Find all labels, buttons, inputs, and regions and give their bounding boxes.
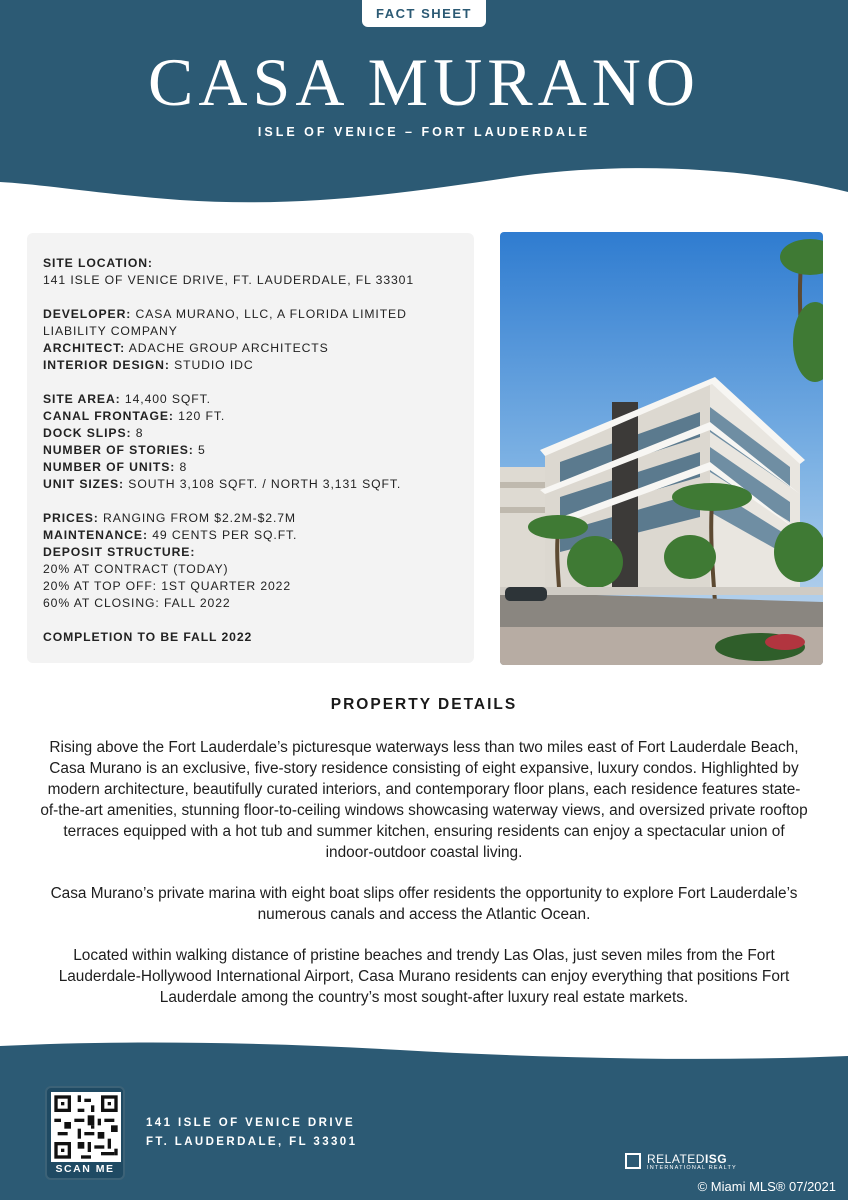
architect-label: ARCHITECT: (43, 341, 126, 355)
deposit-line-1: 20% AT CONTRACT (TODAY) (43, 562, 229, 576)
prices-value: RANGING FROM $2.2M-$2.7M (103, 511, 296, 525)
dock-value: 8 (135, 426, 144, 440)
property-details-body (40, 737, 808, 1028)
footer-address (146, 1114, 357, 1152)
site-area-label: SITE AREA: (43, 392, 121, 406)
building-rendering (500, 232, 823, 665)
related-logo-mark-icon (625, 1153, 641, 1169)
scan-me-label: SCAN ME (55, 1163, 115, 1175)
units-value: 8 (179, 460, 188, 474)
canal-value: 120 FT. (178, 409, 226, 423)
deposit-line-3: 60% AT CLOSING: FALL 2022 (43, 596, 231, 610)
footer-address-line-2: FT. LAUDERDALE, FL 33301 (146, 1136, 358, 1148)
property-details-title: PROPERTY DETAILS (330, 696, 518, 713)
site-location-label: SITE LOCATION: (43, 256, 153, 270)
qr-code-box[interactable] (45, 1086, 125, 1180)
unit-sizes-label: UNIT SIZES: (43, 477, 124, 491)
footer-band (0, 1040, 848, 1200)
dock-label: DOCK SLIPS: (43, 426, 132, 440)
interior-label: INTERIOR DESIGN: (43, 358, 170, 372)
prices-label: PRICES: (43, 511, 99, 525)
developer-label: DEVELOPER: (43, 307, 132, 321)
details-paragraph-2: Casa Murano’s private marina with eight boat slips offer residents the opportunity to explore Fort Lauderdale’s numerous canals and access the Atlantic Ocean. (50, 885, 798, 923)
site-area-value: 14,400 SQFT. (124, 392, 211, 406)
brand-title: CASA MURANO (148, 44, 700, 120)
details-paragraph-1: Rising above the Fort Lauderdale’s picturesque waterways less than two miles east of Fort Lauderdale Beach, Casa Murano is an exclusive, five-story residence consisting of eight expansive, luxury condos. Highlighted by modern architecture, beautifully curated interiors, and contemporary floor plans, each residence features state-of-the-art amenities, stunning floor-to-ceiling windows showcasing waterway views, and oversized private rooftop terraces equipped with a hot tub and summer kitchen, ensuring residents can enjoy a spectacular union of indoor-outdoor coastal living. (40, 739, 808, 861)
developer-value: CASA MURANO, LLC, A FLORIDA LIMITED LIABILITY COMPANY (43, 307, 407, 338)
fact-card (27, 233, 474, 663)
fact-sheet-tab: FACT SHEET (362, 0, 486, 27)
related-logo-name: RELATEDISG (647, 1152, 728, 1166)
site-location-value: 141 ISLE OF VENICE DRIVE, FT. LAUDERDALE, FL 33301 (43, 273, 415, 287)
deposit-label: DEPOSIT STRUCTURE: (43, 545, 196, 559)
qr-pattern-icon (51, 1092, 121, 1162)
stories-label: NUMBER OF STORIES: (43, 443, 194, 457)
brand-subtitle: ISLE OF VENICE – FORT LAUDERDALE (257, 125, 591, 139)
unit-sizes-value: SOUTH 3,108 SQFT. / NORTH 3,131 SQFT. (128, 477, 402, 491)
maintenance-label: MAINTENANCE: (43, 528, 148, 542)
canal-label: CANAL FRONTAGE: (43, 409, 174, 423)
footer-wave (0, 1040, 848, 1200)
related-logo-tagline: INTERNATIONAL REALTY (647, 1165, 737, 1171)
mls-watermark: © Miami MLS® 07/2021 (697, 1179, 836, 1194)
details-paragraph-3: Located within walking distance of pristine beaches and trendy Las Olas, just seven miles from the Fort Lauderdale-Hollywood International Airport, Casa Murano residents can enjoy everything that positions Fort Lauderdale among the country’s most sought-after luxury real estate markets. (58, 947, 790, 1006)
interior-value: STUDIO IDC (174, 358, 254, 372)
deposit-line-2: 20% AT TOP OFF: 1ST QUARTER 2022 (43, 579, 292, 593)
completion-text: COMPLETION TO BE FALL 2022 (43, 630, 253, 644)
stories-value: 5 (198, 443, 206, 457)
units-label: NUMBER OF UNITS: (43, 460, 176, 474)
building-illustration (500, 232, 823, 665)
footer-address-line-1: 141 ISLE OF VENICE DRIVE (146, 1117, 356, 1129)
maintenance-value: 49 CENTS PER SQ.FT. (152, 528, 298, 542)
qr-code[interactable] (51, 1092, 121, 1162)
architect-value: ADACHE GROUP ARCHITECTS (128, 341, 329, 355)
